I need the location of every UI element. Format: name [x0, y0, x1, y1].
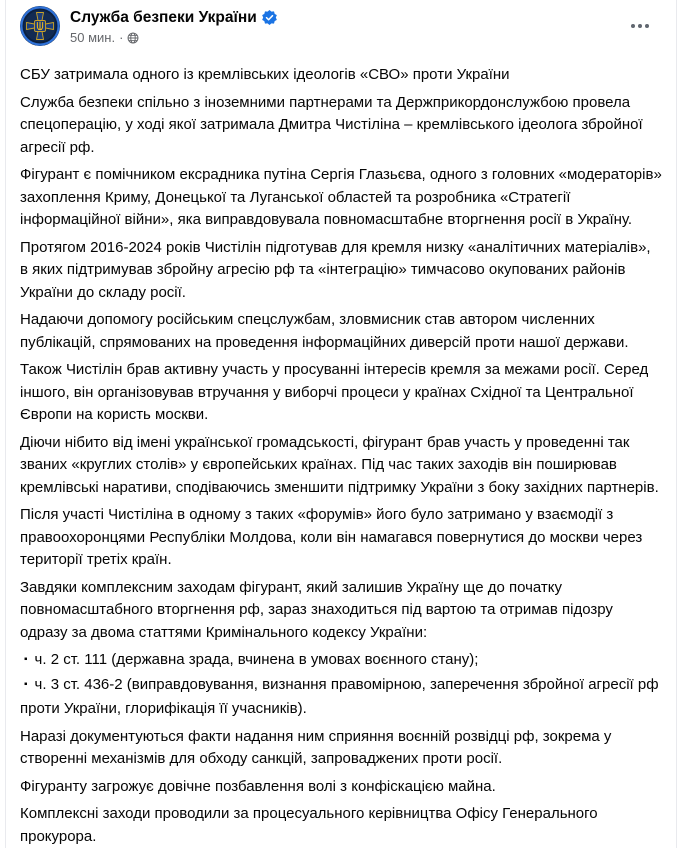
post-paragraph: Після участі Чистіліна в одному з таких «форумів» його було затримано у взаємодії з правоохоронцями Республіки Молдова, коли він намагався повернутися до москви через території третіх країн.: [20, 506, 647, 568]
list-item: [20, 674, 662, 721]
post-header: [20, 6, 662, 52]
timestamp-link[interactable]: 50 мин.: [70, 30, 116, 45]
post-paragraph: Служба безпеки спільно з іноземними партнерами та Держприкордонслужбою провела спецоперацію, у ході якої затримала Дмитра Чистіліна – кремлівського ідеолога збройної агресії рф.: [20, 93, 647, 156]
verified-badge-icon: [262, 10, 277, 25]
list-item: [20, 649, 662, 674]
post-paragraph: Діючи нібито від імені української громадськості, фігурант брав участь у проведенні так званих «круглих столів» у європейських країнах. Під час таких заходів він поширював кремлівські наративи, сподіваючись зменшити підтримку України з боку західних партнерів.: [20, 433, 659, 496]
more-options-button[interactable]: [622, 12, 658, 40]
globe-public-icon: [127, 32, 139, 44]
list-item-text: ч. 2 ст. 111 (державна зрада, вчинена в умовах воєнного стану);: [34, 651, 479, 668]
post-paragraph: Наразі документуються факти надання ним сприяння воєнній розвідці рф, зокрема у створенні механізмів для обходу санкцій, запроваджених проти росії.: [20, 727, 616, 767]
post-paragraph: Надаючи допомогу російським спецслужбам, зловмисник став автором численних публікацій, спрямованих на проведення інформаційних диверсій проти нашої держави.: [20, 311, 629, 351]
post-paragraph: Фігуранту загрожує довічне позбавлення волі з конфіскацією майна.: [20, 777, 496, 795]
header-meta: [70, 6, 277, 46]
post-paragraph: Протягом 2016-2024 років Чистілін підготував для кремля низку «аналітичних матеріалів», в яких підтримував збройну агресію рф та «інтеграцію» тимчасово окупованих районів України до складу росії.: [20, 238, 655, 301]
separator-dot: ·: [119, 30, 124, 45]
list-item-text: ч. 3 ст. 436-2 (виправдовування, визнання правомірною, заперечення збройної агресії рф проти України, глорифікація її учасників).: [20, 675, 659, 717]
post-paragraph: Також Чистілін брав активну участь у просуванні інтересів кремля за межами росії. Серед іншого, він організовував втручання у виборчі процеси у країнах Східної та Центральної Європи на користь москви.: [20, 361, 653, 423]
page-name-link[interactable]: Служба безпеки України: [70, 9, 257, 26]
bullet-square-icon: ▪: [24, 678, 28, 690]
post-paragraph: Комплексні заходи проводили за процесуального керівництва Офісу Генерального прокурора.: [20, 805, 602, 845]
post-paragraph: СБУ затримала одного із кремлівських ідеологів «СВО» проти України: [20, 66, 510, 83]
post-text: [20, 64, 666, 848]
post-paragraph: Фігурант є помічником ексрадника путіна Сергія Глазьєва, одного з головних «модераторів» захоплення Криму, Донецької та Луганської областей та розробника «Стратегії інформаційної війни», яка виправдовувала повномасштабне вторгнення росії в Україну.: [20, 166, 666, 228]
facebook-post-card: [5, 0, 677, 848]
charges-list: [20, 649, 662, 721]
bullet-square-icon: ▪: [24, 654, 28, 665]
post-paragraph: Завдяки комплексним заходам фігурант, який залишив Україну ще до початку повномасштабного вторгнення рф, зараз знаходиться під вартою та отримав підозру одразу за двома статтями Кримінального кодексу України:: [20, 578, 618, 641]
sbu-page-avatar[interactable]: [20, 6, 60, 46]
